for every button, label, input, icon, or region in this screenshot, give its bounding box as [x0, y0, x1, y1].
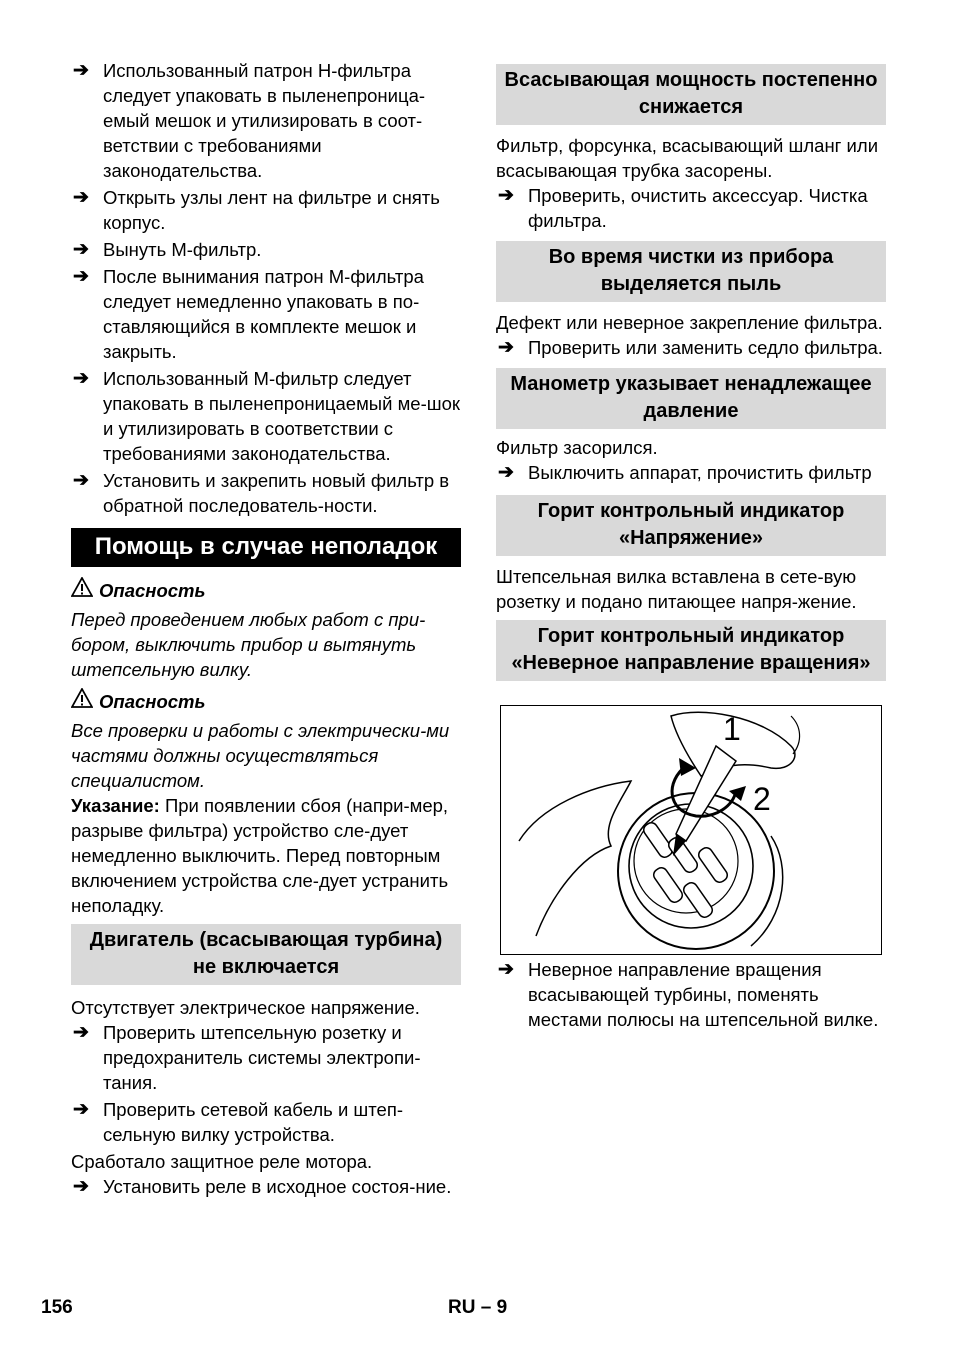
danger-heading: Опасность [71, 688, 461, 714]
step: ➔ Проверить сетевой кабель и штеп-сельную вилку устройства. [73, 1099, 403, 1145]
section-title-voltage: Горит контрольный индикатор «Напряжение» [496, 495, 886, 556]
section-title-suction: Всасывающая мощность постепенно снижается [496, 64, 886, 125]
step: ➔ Открыть узлы лент на фильтре и снять корпус. [73, 187, 440, 233]
step: ➔ Использованный патрон Н-фильтра следует упаковать в пыленепроница-емый мешок и утилизировать в соот-ветствии с требованиями законодательства. [73, 60, 426, 181]
section-title-dust: Во время чистки из прибора выделяется пыль [496, 241, 886, 302]
arrow-right-icon: ➔ [73, 187, 89, 208]
arrow-right-icon: ➔ [73, 470, 89, 491]
arrow-right-icon: ➔ [73, 368, 89, 389]
left-column [71, 58, 461, 1199]
page-reference: RU – 9 [448, 1297, 508, 1318]
info-text: Штепсельная вилка вставлена в сете-вую розетку и подано питающее напря-жение. [496, 566, 857, 612]
step: ➔ Установить реле в исходное состоя-ние. [73, 1176, 452, 1197]
arrow-right-icon: ➔ [73, 1022, 89, 1043]
plug-rotation-figure [500, 705, 882, 955]
section-title-manometer: Манометр указывает ненадлежащее давление [496, 368, 886, 429]
arrow-right-icon: ➔ [498, 462, 514, 483]
step: ➔ Проверить, очистить аксессуар. Чистка фильтра. [498, 185, 868, 231]
danger-text: Все проверки и работы с электрически-ми частями должны осуществляться специалистом. [71, 720, 450, 791]
cause-text: Дефект или неверное закрепление фильтра. [496, 312, 883, 333]
step: ➔ Установить и закрепить новый фильтр в обратной последователь-ности. [73, 470, 450, 516]
note-label: Указание: [71, 795, 160, 816]
warning-triangle-icon [71, 577, 99, 603]
section-title-motor: Двигатель (всасывающая турбина) не включается [71, 924, 461, 985]
section-title-troubleshooting: Помощь в случае неполадок [71, 528, 461, 567]
arrow-right-icon: ➔ [73, 1176, 89, 1197]
arrow-right-icon: ➔ [498, 185, 514, 206]
figure-label-2: 2 [753, 781, 771, 817]
right-column [496, 64, 886, 1032]
arrow-right-icon: ➔ [498, 959, 514, 980]
step: ➔ Неверное направление вращения всасывающей турбины, поменять местами полюсы на штепсельной вилке. [498, 959, 879, 1030]
arrow-right-icon: ➔ [73, 239, 89, 260]
step: ➔ Использованный М-фильтр следует упаковать в пыленепроницаемый ме-шок и утилизировать в соответствии с требованиями законодательства. [73, 368, 460, 464]
step: ➔ Проверить или заменить седло фильтра. [498, 337, 883, 358]
step: ➔ Выключить аппарат, прочистить фильтр [498, 462, 872, 483]
note: Указание: При появлении сбоя (напри-мер, разрыве фильтра) устройство сле-дует немедленно выключить. Перед повторным включением устройства сле-дует устранить неполадку. [71, 795, 449, 916]
arrow-right-icon: ➔ [73, 1099, 89, 1120]
danger-heading: Опасность [71, 577, 461, 603]
step: ➔ Проверить штепсельную розетку и предохранитель системы электропи-тания. [73, 1022, 421, 1093]
page-number: 156 [41, 1297, 73, 1318]
warning-triangle-icon [71, 688, 99, 714]
section-title-rotation: Горит контрольный индикатор «Неверное направление вращения» [496, 620, 886, 681]
arrow-right-icon: ➔ [73, 266, 89, 287]
arrow-right-icon: ➔ [498, 337, 514, 358]
cause-text: Сработало защитное реле мотора. [71, 1151, 373, 1172]
figure-label-1: 1 [723, 711, 741, 747]
plug-illustration [501, 706, 881, 954]
cause-text: Фильтр, форсунка, всасывающий шланг или всасывающая трубка засорены. [496, 135, 879, 181]
danger-text: Перед проведением любых работ с при-бором, выключить прибор и вытянуть штепсельную вилку. [71, 609, 426, 680]
cause-text: Отсутствует электрическое напряжение. [71, 997, 420, 1018]
step: ➔ Вынуть М-фильтр. [73, 239, 262, 260]
cause-text: Фильтр засорился. [496, 437, 658, 458]
step: ➔ После вынимания патрон М-фильтра следует немедленно упаковать в по-ставляющийся в комплекте мешок и закрыть. [73, 266, 424, 362]
arrow-right-icon: ➔ [73, 60, 89, 81]
